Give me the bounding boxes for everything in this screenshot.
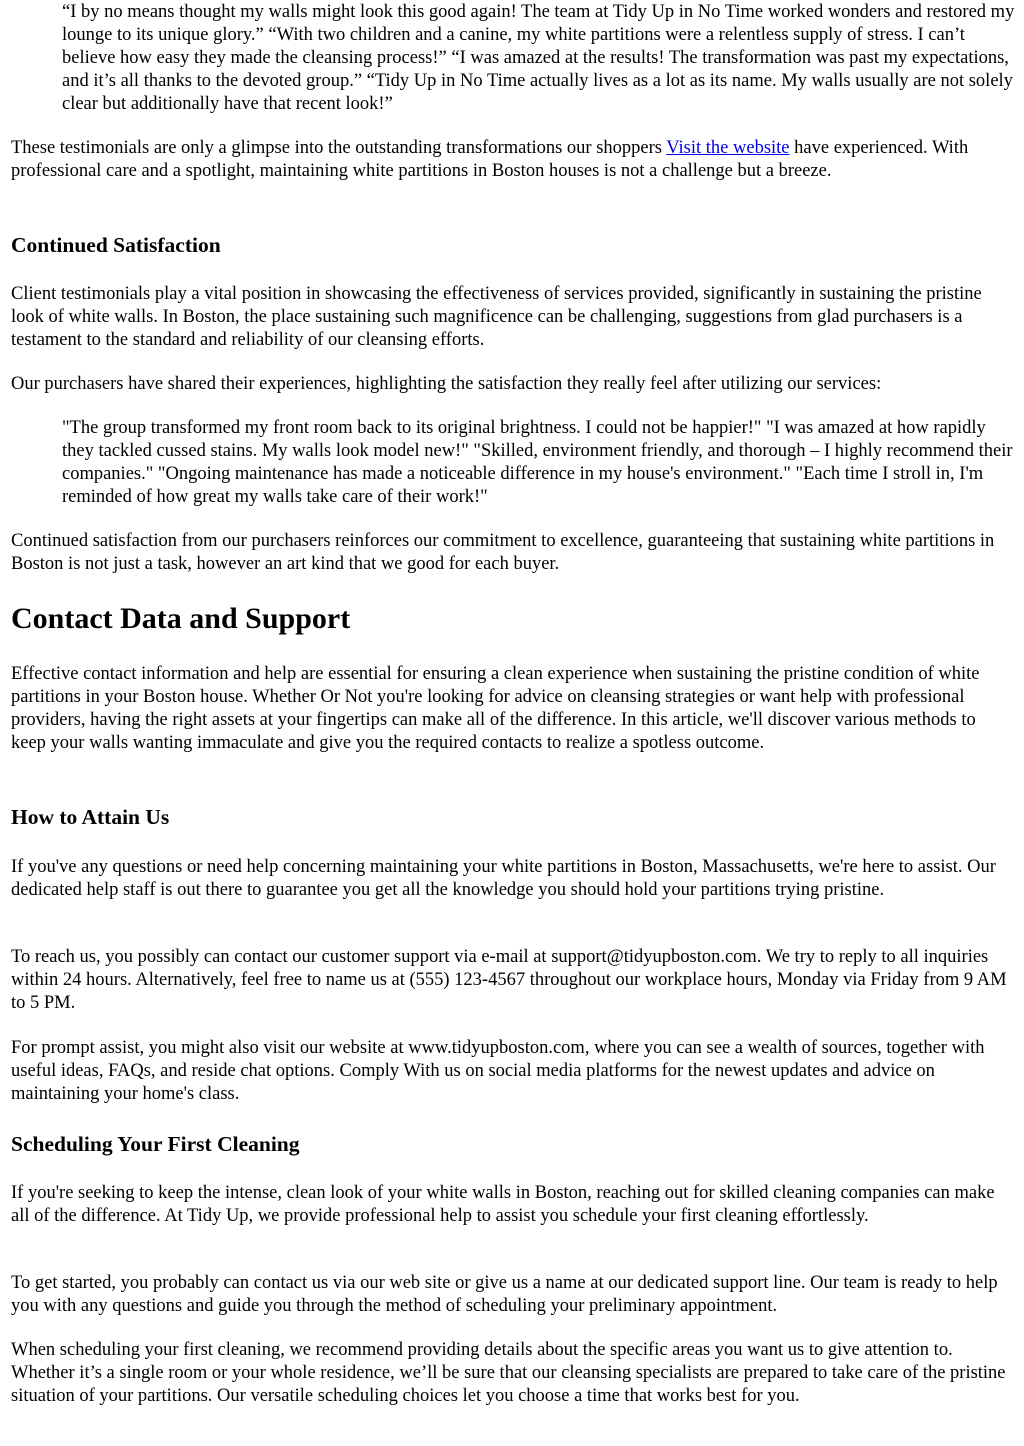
client-quote-text: "The group transformed my front room back to its original brightness. I could not be happier!" "I was amazed at how rapidly they tackled cussed stains. My walls look model new!" "Skilled, environment friendly, and thorough – I highly recommend their companies." "Ongoing maintenance has made a noticeable difference in my house's environment." "Each time I stroll in, I'm reminded of how great my walls take care of their work!" xyxy=(62,418,1013,507)
scheduling-paragraph-1: If you're seeking to keep the intense, clean look of your white walls in Boston, reaching out for skilled cleaning companies can make all of the difference. At Tidy Up, we provide professional help to assist you schedule your first cleaning effortlessly. xyxy=(11,1183,995,1226)
testimonials-text-before: These testimonials are only a glimpse into the outstanding transformations our shoppers xyxy=(11,138,667,158)
how-to-attain-paragraph-3: For prompt assist, you might also visit our website at www.tidyupboston.com, where you can see a wealth of sources, together with useful ideas, FAQs, and reside chat options. Comply With us on social media platforms for the newest updates and advice on maintaining your home's class. xyxy=(11,1038,985,1104)
client-quote-block xyxy=(62,417,1022,509)
continued-satisfaction-paragraph-2: Our purchasers have shared their experiences, highlighting the satisfaction they really feel after utilizing our services: xyxy=(11,374,882,394)
testimonial-quote-text: “I by no means thought my walls might look this good again! The team at Tidy Up in No Time worked wonders and restored my lounge to its unique glory.” “With two children and a canine, my white partitions were a relentless supply of stress. I can’t believe how easy they made the cleansing process!” “I was amazed at the results! The transformation was past my expectations, and it’s all thanks to the devoted group.” “Tidy Up in No Time actually lives as a lot as its name. My walls usually are not solely clear but additionally have that recent look!” xyxy=(62,2,1015,114)
scheduling-paragraph-2: To get started, you probably can contact us via our web site or give us a name at our dedicated support line. Our team is ready to help you with any questions and guide you through the method of scheduling your preliminary appointment. xyxy=(11,1273,998,1316)
testimonial-quote-block xyxy=(62,1,1022,116)
continued-satisfaction-paragraph-1: Client testimonials play a vital position in showcasing the effectiveness of services provided, significantly in sustaining the pristine look of white walls. In Boston, the place sustaining such magnificence can be challenging, suggestions from glad purchasers is a testament to the standard and reliability of our cleansing efforts. xyxy=(11,284,982,350)
contact-data-paragraph: Effective contact information and help are essential for ensuring a clean experience when sustaining the pristine condition of white partitions in your Boston house. Whether Or Not you're looking for advice on cleansing strategies or want help with professional providers, having the right assets at your fingertips can make all of the difference. In this article, we'll discover various methods to keep your walls wanting immaculate and give you the required contacts to realize a spotless outcome. xyxy=(11,664,980,753)
how-to-attain-paragraph-2: To reach us, you possibly can contact our customer support via e-mail at support@tidyupboston.com. We try to reply to all inquiries within 24 hours. Alternatively, feel free to name us at (555) 123-4567 throughout our workplace hours, Monday via Friday from 9 AM to 5 PM. xyxy=(11,947,1007,1013)
testimonials-paragraph xyxy=(11,137,1014,183)
testimonials-text-after: have experienced. With professional care and a spotlight, maintaining white partitions in Boston houses is not a challenge but a breeze. xyxy=(11,138,969,181)
visit-website-link[interactable]: Visit the website xyxy=(666,138,790,158)
scheduling-heading: Scheduling Your First Cleaning xyxy=(11,1132,300,1156)
continued-satisfaction-paragraph-3: Continued satisfaction from our purchasers reinforces our commitment to excellence, guaranteeing that sustaining white partitions in Boston is not just a task, however an art kind that we good for each buyer. xyxy=(11,531,995,574)
continued-satisfaction-heading: Continued Satisfaction xyxy=(11,233,221,257)
how-to-attain-paragraph-1: If you've any questions or need help concerning maintaining your white partitions in Boston, Massachusetts, we're here to assist. Our dedicated help staff is out there to guarantee you get all the knowledge you should hold your partitions trying pristine. xyxy=(11,857,996,900)
scheduling-paragraph-3: When scheduling your first cleaning, we recommend providing details about the specific areas you want us to give attention to. Whether it’s a single room or your whole residence, we’ll be sure that our cleansing specialists are prepared to take care of the pristine situation of your partitions. Our versatile scheduling choices let you choose a time that works best for you. xyxy=(11,1340,1006,1406)
how-to-attain-heading: How to Attain Us xyxy=(11,805,170,829)
contact-data-heading: Contact Data and Support xyxy=(11,602,351,635)
